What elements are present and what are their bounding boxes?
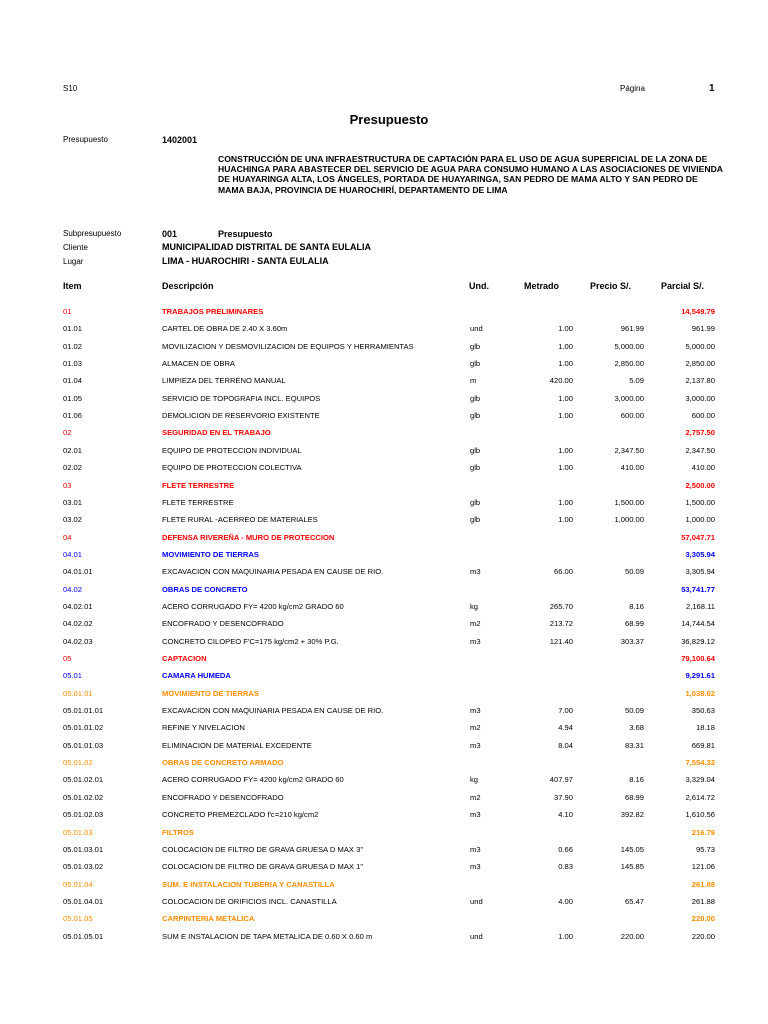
row-unit: m3 bbox=[470, 567, 481, 577]
row-item: 01.03 bbox=[63, 359, 83, 369]
row-unit: glb bbox=[470, 497, 481, 507]
row-description: FLETE RURAL -ACERREO DE MATERIALES bbox=[162, 515, 318, 525]
row-parcial: 261.88 bbox=[691, 896, 715, 906]
row-precio: 1,500.00 bbox=[614, 497, 644, 507]
table-row bbox=[0, 862, 768, 879]
row-precio: 2,347.50 bbox=[614, 445, 644, 455]
row-parcial: 1,038.62 bbox=[685, 688, 715, 698]
table-row bbox=[0, 637, 768, 654]
row-item: 05.01.05.01 bbox=[63, 931, 104, 941]
row-item: 05.01.01.02 bbox=[63, 723, 104, 733]
row-item: 05 bbox=[63, 654, 72, 663]
row-precio: 5,000.00 bbox=[614, 341, 644, 351]
row-description: MOVILIZACION Y DESMOVILIZACION DE EQUIPOS Y HERRAMIENTAS bbox=[162, 341, 414, 351]
row-parcial: 2,347.50 bbox=[685, 445, 715, 455]
row-description: EQUIPO DE PROTECCION COLECTIVA bbox=[162, 463, 302, 473]
column-header-item: Item bbox=[63, 281, 82, 291]
project-label: Presupuesto bbox=[63, 135, 108, 144]
row-unit: m2 bbox=[470, 619, 481, 629]
row-metrado: 121.40 bbox=[549, 636, 573, 646]
row-item: 04.01.01 bbox=[63, 567, 93, 577]
row-parcial: 3,000.00 bbox=[685, 393, 715, 403]
row-item: 05.01.03.02 bbox=[63, 862, 104, 872]
row-item: 01.02 bbox=[63, 341, 83, 351]
row-precio: 3,000.00 bbox=[614, 393, 644, 403]
row-metrado: 7.00 bbox=[558, 706, 573, 716]
project-description: CONSTRUCCIÓN DE UNA INFRAESTRUCTURA DE CAPTACIÓN PARA EL USO DE AGUA SUPERFICIAL DE LA ZONA DE HUACHINGA PARA ABASTECER DEL SERVICIO DE AGUA PARA CONSUMO HUMANO A LAS ASOCIACIONES DE VIVIENDA DE HUAYARINGA ALTA, LOS ÁNGELES, PORTADA DE HUAYARINGA, SAN PEDRO DE MAMA ALTO Y SAN PEDRO DE MAMA BAJA, PROVINCIA DE HUAROCHIRÍ, DEPARTAMENTO DE LIMA bbox=[218, 154, 723, 195]
row-description: SUM. E INSTALACION TUBERIA Y CANASTILLA bbox=[162, 879, 335, 889]
column-header-descripcion: Descripción bbox=[162, 281, 214, 291]
table-row bbox=[0, 897, 768, 914]
row-unit: kg bbox=[470, 601, 479, 611]
table-section-row bbox=[0, 533, 768, 550]
project-code: 1402001 bbox=[162, 135, 198, 145]
row-metrado: 8.04 bbox=[558, 740, 573, 750]
row-parcial: 2,850.00 bbox=[685, 359, 715, 369]
row-parcial: 1,500.00 bbox=[685, 497, 715, 507]
table-row bbox=[0, 342, 768, 359]
subpresupuesto-code: 001 bbox=[162, 229, 178, 239]
row-item: 05.01.05 bbox=[63, 914, 93, 924]
row-item: 04.01 bbox=[63, 549, 83, 559]
row-description: COLOCACION DE ORIFICIOS INCL. CANASTILLA bbox=[162, 896, 337, 906]
row-description: OBRAS DE CONCRETO ARMADO bbox=[162, 758, 284, 768]
row-parcial: 18.18 bbox=[695, 723, 715, 733]
table-section-row bbox=[0, 307, 768, 324]
row-precio: 600.00 bbox=[620, 411, 644, 421]
table-section-row bbox=[0, 880, 768, 897]
row-description: REFINE Y NIVELACION bbox=[162, 723, 245, 733]
table-row bbox=[0, 793, 768, 810]
cliente-value: MUNICIPALIDAD DISTRITAL DE SANTA EULALIA bbox=[162, 242, 371, 252]
table-row bbox=[0, 463, 768, 480]
row-description: ENCOFRADO Y DESENCOFRADO bbox=[162, 619, 284, 629]
document-title: Presupuesto bbox=[349, 112, 429, 127]
table-section-row bbox=[0, 585, 768, 602]
table-row bbox=[0, 394, 768, 411]
row-precio: 50.09 bbox=[624, 567, 644, 577]
row-description: CAMARA HUMEDA bbox=[162, 671, 231, 681]
row-metrado: 37.90 bbox=[553, 792, 573, 802]
page-label: Página bbox=[620, 84, 645, 93]
row-item: 05.01.01.03 bbox=[63, 740, 104, 750]
row-item: 03.01 bbox=[63, 497, 83, 507]
row-precio: 50.09 bbox=[624, 706, 644, 716]
row-description: FILTROS bbox=[162, 827, 194, 837]
row-description: CARPINTERIA METALICA bbox=[162, 914, 255, 924]
table-row bbox=[0, 810, 768, 827]
row-description: CONCRETO PREMEZCLADO f'c=210 kg/cm2 bbox=[162, 810, 319, 820]
table-row bbox=[0, 845, 768, 862]
row-description: TRABAJOS PRELIMINARES bbox=[162, 307, 264, 316]
row-description: CAPTACION bbox=[162, 654, 207, 663]
row-unit: glb bbox=[470, 515, 481, 525]
row-description: ALMACEN DE OBRA bbox=[162, 359, 236, 369]
row-item: 04.02.02 bbox=[63, 619, 93, 629]
row-parcial: 1,000.00 bbox=[685, 515, 715, 525]
row-parcial: 600.00 bbox=[691, 411, 715, 421]
row-description: SERVICIO DE TOPOGRAFIA INCL. EQUIPOS bbox=[162, 393, 321, 403]
row-parcial: 36,829.12 bbox=[681, 636, 715, 646]
table-row bbox=[0, 775, 768, 792]
table-section-row bbox=[0, 654, 768, 671]
row-item: 01.06 bbox=[63, 411, 83, 421]
row-description: COLOCACION DE FILTRO DE GRAVA GRUESA D MAX 3" bbox=[162, 844, 364, 854]
system-code: S10 bbox=[63, 84, 78, 93]
row-unit: kg bbox=[470, 775, 479, 785]
row-parcial: 961.99 bbox=[691, 324, 715, 334]
row-description: DEFENSA RIVEREÑA - MURO DE PROTECCION bbox=[162, 532, 335, 542]
row-parcial: 2,500.00 bbox=[685, 480, 715, 490]
row-parcial: 220.00 bbox=[691, 914, 715, 924]
row-description: EXCAVACION CON MAQUINARIA PESADA EN CAUSE DE RIO. bbox=[162, 567, 384, 577]
row-metrado: 420.00 bbox=[549, 376, 573, 386]
row-parcial: 261.88 bbox=[691, 879, 715, 889]
row-item: 01.05 bbox=[63, 393, 83, 403]
row-metrado: 4.00 bbox=[558, 896, 573, 906]
table-section-row bbox=[0, 550, 768, 567]
row-description: ACERO CORRUGADO FY= 4200 kg/cm2 GRADO 60 bbox=[162, 775, 344, 785]
row-precio: 303.37 bbox=[620, 636, 644, 646]
row-unit: glb bbox=[470, 445, 481, 455]
table-row bbox=[0, 741, 768, 758]
row-metrado: 4.94 bbox=[558, 723, 573, 733]
column-header-precio: Precio S/. bbox=[590, 281, 632, 291]
row-precio: 68.99 bbox=[624, 619, 644, 629]
row-parcial: 5,000.00 bbox=[685, 341, 715, 351]
table-section-row bbox=[0, 828, 768, 845]
row-metrado: 213.72 bbox=[549, 619, 573, 629]
row-item: 05.01.03.01 bbox=[63, 844, 104, 854]
subpresupuesto-name: Presupuesto bbox=[218, 229, 273, 239]
row-parcial: 53,741.77 bbox=[681, 584, 715, 594]
row-item: 05.01.04.01 bbox=[63, 896, 104, 906]
row-parcial: 79,100.64 bbox=[681, 654, 715, 663]
page-number: 1 bbox=[709, 83, 715, 94]
row-precio: 220.00 bbox=[620, 931, 644, 941]
row-description: MOVIMIENTO DE TIERRAS bbox=[162, 549, 259, 559]
row-item: 03 bbox=[63, 480, 72, 490]
row-description: EXCAVACION CON MAQUINARIA PESADA EN CAUSE DE RIO. bbox=[162, 706, 384, 716]
row-description: ACERO CORRUGADO FY= 4200 kg/cm2 GRADO 60 bbox=[162, 601, 344, 611]
row-precio: 83.31 bbox=[624, 740, 644, 750]
row-item: 04.02.01 bbox=[63, 601, 93, 611]
row-item: 05.01.01 bbox=[63, 688, 93, 698]
row-unit: m3 bbox=[470, 844, 481, 854]
column-header-und: Und. bbox=[469, 281, 489, 291]
row-unit: m2 bbox=[470, 792, 481, 802]
row-precio: 5.09 bbox=[629, 376, 644, 386]
row-item: 05.01.02.01 bbox=[63, 775, 104, 785]
row-precio: 410.00 bbox=[620, 463, 644, 473]
row-unit: m2 bbox=[470, 723, 481, 733]
row-item: 02.02 bbox=[63, 463, 83, 473]
table-section-row bbox=[0, 671, 768, 688]
table-section-row bbox=[0, 689, 768, 706]
row-precio: 3.68 bbox=[629, 723, 644, 733]
table-row bbox=[0, 567, 768, 584]
table-row bbox=[0, 446, 768, 463]
row-description: CARTEL DE OBRA DE 2.40 X 3.60m bbox=[162, 324, 288, 334]
column-header-parcial: Parcial S/. bbox=[661, 281, 705, 291]
row-metrado: 1.00 bbox=[558, 393, 573, 403]
row-unit: glb bbox=[470, 359, 481, 369]
row-precio: 8.16 bbox=[629, 775, 644, 785]
row-parcial: 1,610.56 bbox=[685, 810, 715, 820]
row-precio: 2,850.00 bbox=[614, 359, 644, 369]
row-item: 04 bbox=[63, 532, 72, 542]
table-section-row bbox=[0, 481, 768, 498]
column-header-metrado: Metrado bbox=[524, 281, 560, 291]
row-metrado: 0.66 bbox=[558, 844, 573, 854]
row-parcial: 3,305.94 bbox=[685, 567, 715, 577]
table-row bbox=[0, 706, 768, 723]
row-parcial: 57,047.71 bbox=[681, 532, 715, 542]
row-description: OBRAS DE CONCRETO bbox=[162, 584, 248, 594]
row-parcial: 14,549.79 bbox=[681, 307, 715, 316]
row-description: MOVIMIENTO DE TIERRAS bbox=[162, 688, 259, 698]
row-metrado: 1.00 bbox=[558, 515, 573, 525]
row-description: FLETE TERRESTRE bbox=[162, 480, 235, 490]
row-parcial: 3,305.94 bbox=[685, 549, 715, 559]
row-metrado: 407.97 bbox=[549, 775, 573, 785]
row-unit: glb bbox=[470, 393, 481, 403]
row-parcial: 3,329.04 bbox=[685, 775, 715, 785]
row-parcial: 121.06 bbox=[691, 862, 715, 872]
row-metrado: 1.00 bbox=[558, 463, 573, 473]
row-description: SEGURIDAD EN EL TRABAJO bbox=[162, 428, 271, 438]
row-unit: m3 bbox=[470, 810, 481, 820]
row-description: SUM E INSTALACION DE TAPA METALICA DE 0.60 X 0.60 m bbox=[162, 931, 373, 941]
row-description: EQUIPO DE PROTECCION INDIVIDUAL bbox=[162, 445, 302, 455]
row-item: 01.01 bbox=[63, 324, 83, 334]
table-row bbox=[0, 932, 768, 949]
row-metrado: 1.00 bbox=[558, 341, 573, 351]
row-parcial: 14,744.54 bbox=[681, 619, 715, 629]
row-unit: und bbox=[470, 324, 483, 334]
row-unit: m3 bbox=[470, 636, 481, 646]
table-section-row bbox=[0, 914, 768, 931]
row-unit: glb bbox=[470, 411, 481, 421]
row-parcial: 95.73 bbox=[695, 844, 715, 854]
table-row bbox=[0, 498, 768, 515]
row-description: LIMPIEZA DEL TERRENO MANUAL bbox=[162, 376, 286, 386]
row-precio: 8.16 bbox=[629, 601, 644, 611]
row-item: 02 bbox=[63, 428, 72, 438]
row-metrado: 1.00 bbox=[558, 931, 573, 941]
row-unit: m bbox=[470, 376, 477, 386]
row-parcial: 216.79 bbox=[691, 827, 715, 837]
row-precio: 145.85 bbox=[620, 862, 644, 872]
lugar-value: LIMA - HUAROCHIRI - SANTA EULALIA bbox=[162, 256, 329, 266]
row-metrado: 1.00 bbox=[558, 324, 573, 334]
row-item: 05.01.02 bbox=[63, 758, 93, 768]
table-row bbox=[0, 376, 768, 393]
table-section-row bbox=[0, 428, 768, 445]
table-row bbox=[0, 602, 768, 619]
row-description: ENCOFRADO Y DESENCOFRADO bbox=[162, 792, 284, 802]
row-item: 05.01 bbox=[63, 671, 83, 681]
row-item: 02.01 bbox=[63, 445, 83, 455]
row-metrado: 1.00 bbox=[558, 411, 573, 421]
row-metrado: 1.00 bbox=[558, 497, 573, 507]
row-item: 05.01.02.03 bbox=[63, 810, 104, 820]
lugar-label: Lugar bbox=[63, 257, 84, 266]
row-unit: m3 bbox=[470, 706, 481, 716]
row-precio: 1,000.00 bbox=[614, 515, 644, 525]
row-parcial: 2,137.80 bbox=[685, 376, 715, 386]
row-unit: und bbox=[470, 896, 483, 906]
row-item: 05.01.03 bbox=[63, 827, 93, 837]
row-metrado: 265.70 bbox=[549, 601, 573, 611]
row-parcial: 2,168.11 bbox=[686, 601, 715, 611]
row-parcial: 410.00 bbox=[691, 463, 715, 473]
row-item: 05.01.01.01 bbox=[63, 706, 104, 716]
row-description: FLETE TERRESTRE bbox=[162, 497, 234, 507]
row-precio: 68.99 bbox=[624, 792, 644, 802]
row-description: COLOCACION DE FILTRO DE GRAVA GRUESA D MAX 1" bbox=[162, 862, 364, 872]
row-parcial: 2,757.50 bbox=[685, 428, 715, 438]
row-parcial: 9,291.61 bbox=[685, 671, 715, 681]
row-item: 03.02 bbox=[63, 515, 83, 525]
row-precio: 961.99 bbox=[620, 324, 644, 334]
row-item: 04.02.03 bbox=[63, 636, 93, 646]
row-precio: 392.82 bbox=[620, 810, 644, 820]
row-metrado: 0.83 bbox=[558, 862, 573, 872]
row-parcial: 2,614.72 bbox=[685, 792, 715, 802]
row-parcial: 350.63 bbox=[691, 706, 715, 716]
table-row bbox=[0, 324, 768, 341]
row-precio: 145.05 bbox=[620, 844, 644, 854]
table-section-row bbox=[0, 758, 768, 775]
cliente-label: Cliente bbox=[63, 243, 88, 252]
row-parcial: 7,554.32 bbox=[685, 758, 715, 768]
row-item: 01 bbox=[63, 307, 72, 316]
row-parcial: 669.81 bbox=[691, 740, 715, 750]
row-parcial: 220.00 bbox=[691, 931, 715, 941]
row-metrado: 1.00 bbox=[558, 445, 573, 455]
row-item: 01.04 bbox=[63, 376, 83, 386]
table-row bbox=[0, 619, 768, 636]
row-metrado: 66.00 bbox=[553, 567, 573, 577]
subpresupuesto-label: Subpresupuesto bbox=[63, 229, 122, 238]
row-unit: glb bbox=[470, 341, 481, 351]
table-row bbox=[0, 515, 768, 532]
row-precio: 65.47 bbox=[624, 896, 644, 906]
row-metrado: 1.00 bbox=[558, 359, 573, 369]
table-row bbox=[0, 723, 768, 740]
row-unit: und bbox=[470, 931, 483, 941]
table-row bbox=[0, 411, 768, 428]
table-row bbox=[0, 359, 768, 376]
row-unit: m3 bbox=[470, 740, 481, 750]
row-unit: glb bbox=[470, 463, 481, 473]
row-description: ELIMINACION DE MATERIAL EXCEDENTE bbox=[162, 740, 312, 750]
row-description: CONCRETO CILOPEO F'C=175 kg/cm2 + 30% P.G. bbox=[162, 636, 339, 646]
row-unit: m3 bbox=[470, 862, 481, 872]
row-item: 05.01.02.02 bbox=[63, 792, 104, 802]
row-metrado: 4.10 bbox=[558, 810, 573, 820]
row-item: 04.02 bbox=[63, 584, 83, 594]
row-item: 05.01.04 bbox=[63, 879, 93, 889]
row-description: DEMOLICION DE RESERVORIO EXISTENTE bbox=[162, 411, 320, 421]
